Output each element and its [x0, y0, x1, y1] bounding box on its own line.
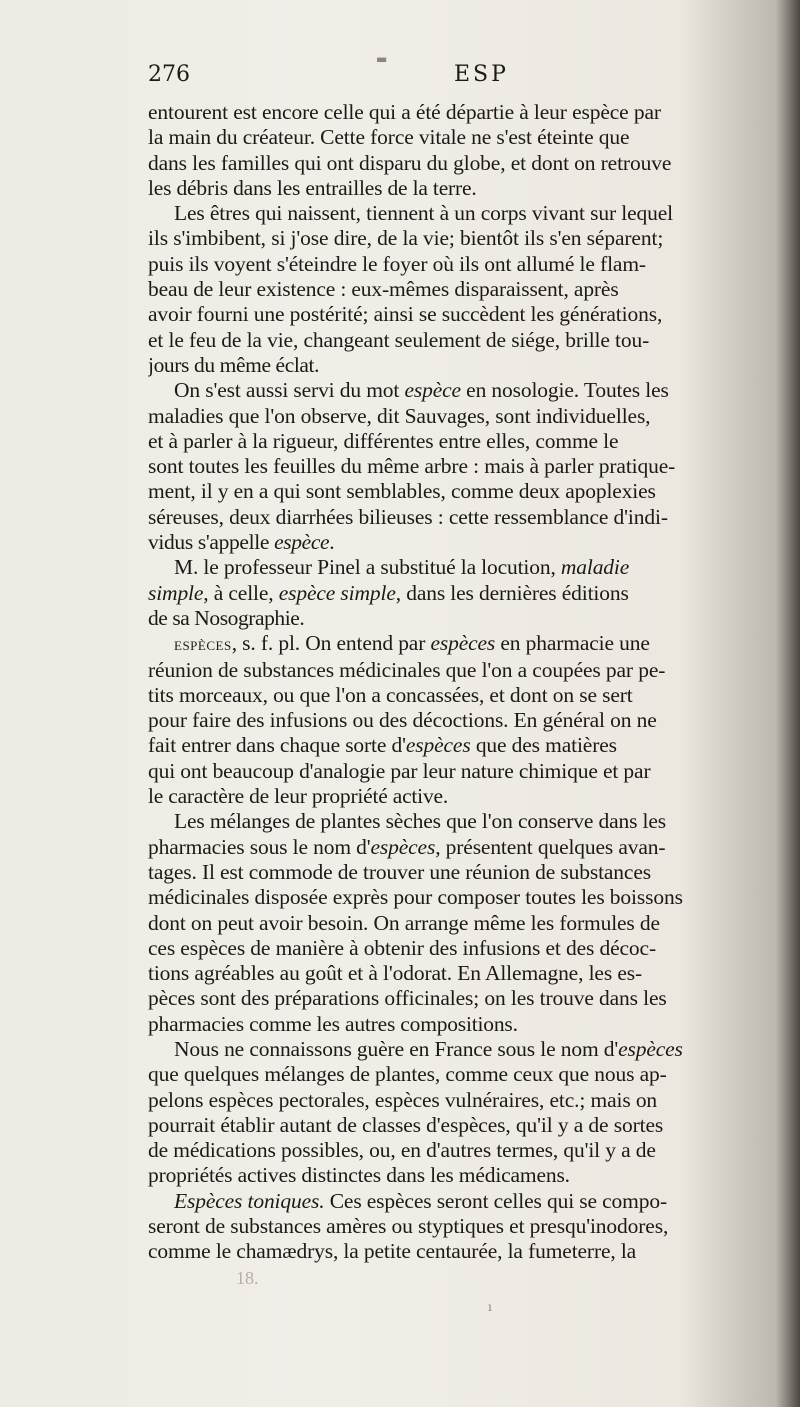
text-line: que quelques mélanges de plantes, comme ceux que nous ap-	[148, 1062, 667, 1087]
text-line: pelons espèces pectorales, espèces vulnéraires, etc.; mais on	[148, 1087, 658, 1112]
text-line: et à parler à la rigueur, différentes entre elles, comme le	[148, 428, 619, 453]
signature-mark: 18.	[236, 1268, 259, 1288]
text-line: dans les familles qui ont disparu du globe, et dont on retrouve	[148, 150, 672, 175]
text-line: Les êtres qui naissent, tiennent à un corps vivant sur lequel	[174, 201, 673, 226]
text-line: maladies que l'on observe, dit Sauvages, sont individuelles,	[148, 403, 651, 428]
text-line: seront de substances amères ou styptiques et presqu'inodores,	[148, 1214, 669, 1239]
text-line: réunion de substances médicinales que l'on a coupées par pe-	[148, 657, 666, 682]
text-line: de sa Nosographie.	[148, 605, 305, 630]
text-line: qui ont beaucoup d'analogie par leur nature chimique et par	[148, 758, 651, 783]
paragraph-melanges	[148, 809, 788, 1037]
text-line: Espèces toniques. Ces espèces seront celles qui se compo-	[174, 1188, 667, 1213]
text-line: de médications possibles, ou, en d'autres termes, qu'il y a de	[148, 1138, 656, 1163]
paragraph-nosology	[148, 378, 788, 555]
text-line: entourent est encore celle qui a été départie à leur espèce par	[148, 100, 661, 124]
paragraph-pinel	[148, 555, 788, 631]
text-line: pharmacies sous le nom d'espèces, présentent quelques avan-	[148, 834, 666, 859]
text-line: le caractère de leur propriété active.	[148, 784, 448, 809]
text-line: tages. Il est commode de trouver une réunion de substances	[148, 859, 651, 884]
text-line: propriétés actives distinctes dans les médicamens.	[148, 1163, 570, 1188]
text-line: puis ils voyent s'éteindre le foyer où ils ont allumé le flam-	[148, 251, 646, 276]
paragraph-vital-force	[148, 100, 788, 201]
text-line: ment, il y en a qui sont semblables, comme deux apoplexies	[148, 479, 656, 504]
text-line: Les mélanges de plantes sèches que l'on conserve dans les	[174, 809, 667, 834]
paragraph-toniques	[148, 1189, 788, 1265]
text-line: pharmacies comme les autres compositions.	[148, 1011, 518, 1036]
page-number: 276	[148, 62, 190, 87]
text-line: fait entrer dans chaque sorte d'espèces que des matières	[148, 733, 617, 758]
page-body	[148, 100, 788, 1265]
ink-speck: ı	[488, 1300, 492, 1314]
text-line: ces espèces de manière à obtenir des infusions et des décoc-	[148, 935, 656, 960]
text-line: Nous ne connaissons guère en France sous le nom d'espèces	[174, 1036, 683, 1061]
text-line: comme le chamædrys, la petite centaurée, la fumeterre, la	[148, 1239, 637, 1264]
paragraph-living-beings	[148, 201, 788, 378]
text-line: les débris dans les entrailles de la terre.	[148, 175, 477, 200]
text-line: tits morceaux, ou que l'on a concassées, et dont on se sert	[148, 682, 633, 707]
text-line: dont on peut avoir besoin. On arrange même les formules de	[148, 910, 660, 935]
text-line: simple, à celle, espèce simple, dans les dernières éditions	[148, 580, 629, 605]
page-header	[148, 62, 668, 96]
text-line: M. le professeur Pinel a substitué la locution, maladie	[174, 555, 630, 580]
text-line: pourrait établir autant de classes d'espèces, qu'il y a de sortes	[148, 1112, 664, 1137]
text-line: ils s'imbibent, si j'ose dire, de la vie; bientôt ils s'en séparent;	[148, 226, 664, 251]
text-line: On s'est aussi servi du mot espèce en nosologie. Toutes les	[174, 378, 669, 403]
text-line: pour faire des infusions ou des décoctions. En général on ne	[148, 708, 657, 733]
text-line: pèces sont des préparations officinales; on les trouve dans les	[148, 986, 667, 1011]
entry-especes	[148, 631, 788, 809]
paragraph-france	[148, 1037, 788, 1189]
text-line: la main du créateur. Cette force vitale ne s'est éteinte que	[148, 125, 630, 150]
text-line: séreuses, deux diarrhées bilieuses : cette ressemblance d'indi-	[148, 504, 668, 529]
running-head: ESP	[454, 62, 509, 87]
text-line: médicinales disposée exprès pour composer toutes les boissons	[148, 885, 683, 910]
entry-headword: espèces	[174, 634, 232, 655]
ink-speck: ▬	[376, 52, 388, 66]
text-line: beau de leur existence : eux-mêmes disparaissent, après	[148, 277, 619, 302]
text-line: jours du même éclat.	[148, 352, 320, 377]
text-line: sont toutes les feuilles du même arbre : mais à parler pratique-	[148, 454, 676, 479]
text-line: espèces, s. f. pl. On entend par espèces en pharmacie une	[174, 631, 650, 656]
text-line: avoir fourni une postérité; ainsi se succèdent les générations,	[148, 302, 663, 327]
text-line: tions agréables au goût et à l'odorat. En Allemagne, les es-	[148, 961, 643, 986]
text-line: vidus s'appelle espèce.	[148, 530, 335, 555]
text-line: et le feu de la vie, changeant seulement de siége, brille tou-	[148, 327, 650, 352]
